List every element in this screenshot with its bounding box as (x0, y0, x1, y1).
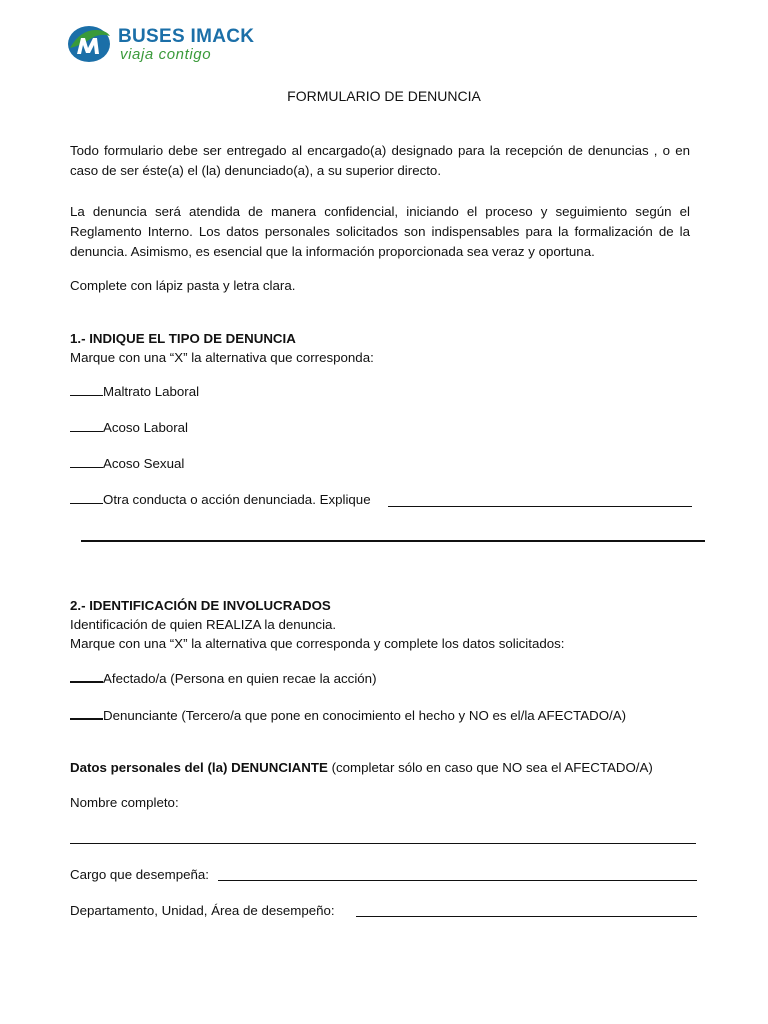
explain-line[interactable] (388, 506, 692, 507)
option-acoso-laboral[interactable] (70, 418, 188, 438)
explain-continuation-line[interactable] (81, 540, 705, 542)
option-label: Otra conducta o acción denunciada. Explique (103, 492, 371, 507)
field-label-cargo: Cargo que desempeña: (70, 867, 209, 882)
personal-data-heading-note: (completar sólo en caso que NO sea el AFECTADO/A) (327, 760, 653, 775)
option-afectado[interactable] (70, 668, 377, 689)
form-title: FORMULARIO DE DENUNCIA (287, 88, 481, 104)
personal-data-heading (70, 758, 653, 778)
field-line-departamento[interactable] (356, 916, 697, 917)
field-label-departamento: Departamento, Unidad, Área de desempeño: (70, 903, 335, 918)
section-2-heading: 2.- IDENTIFICACIÓN DE INVOLUCRADOS (70, 598, 331, 613)
section-2-instruction: Marque con una “X” la alternativa que corresponda y complete los datos solicitados: (70, 636, 565, 651)
checkmark-blank[interactable] (70, 454, 103, 468)
checkmark-blank[interactable] (70, 382, 103, 396)
intro-paragraph-3: Complete con lápiz pasta y letra clara. (70, 278, 296, 293)
imack-emblem-icon (66, 24, 112, 64)
option-maltrato-laboral[interactable] (70, 382, 199, 402)
brand-name: BUSES IMACK (118, 26, 255, 47)
personal-data-heading-bold: Datos personales del (la) DENUNCIANTE (70, 760, 328, 775)
checkmark-blank[interactable] (70, 705, 103, 720)
option-label: Afectado/a (Persona en quien recae la acción) (103, 671, 377, 686)
field-line-nombre[interactable] (70, 843, 696, 844)
option-acoso-sexual[interactable] (70, 454, 184, 474)
company-logo (66, 22, 266, 68)
option-label: Acoso Sexual (103, 456, 185, 471)
checkmark-blank[interactable] (70, 490, 103, 504)
checkmark-blank[interactable] (70, 668, 103, 683)
option-label: Denunciante (Tercero/a que pone en conocimiento el hecho y NO es el/la AFECTADO/A) (103, 708, 627, 723)
option-label: Maltrato Laboral (103, 384, 200, 399)
checkmark-blank[interactable] (70, 418, 103, 432)
intro-paragraph-2: La denuncia será atendida de manera confidencial, iniciando el proceso y seguimiento según el Reglamento Interno. Los datos personales solicitados son indispensables para la formalización de la denuncia. Asimismo, es esencial que la información proporcionada sea veraz y oportuna. (70, 204, 690, 259)
option-denunciante[interactable] (70, 705, 626, 726)
option-otra-conducta[interactable] (70, 490, 371, 510)
section-1-instruction: Marque con una “X” la alternativa que corresponda: (70, 350, 374, 365)
intro-paragraph-1: Todo formulario debe ser entregado al encargado(a) designado para la recepción de denuncias , o en caso de ser éste(a) el (la) denunciado(a), a su superior directo. (70, 143, 690, 178)
brand-tagline: viaja contigo (120, 46, 212, 63)
field-line-cargo[interactable] (218, 880, 697, 881)
section-1-heading: 1.- INDIQUE EL TIPO DE DENUNCIA (70, 331, 296, 346)
option-label: Acoso Laboral (103, 420, 189, 435)
field-label-nombre: Nombre completo: (70, 795, 179, 810)
section-2-subheading: Identificación de quien REALIZA la denuncia. (70, 617, 337, 632)
